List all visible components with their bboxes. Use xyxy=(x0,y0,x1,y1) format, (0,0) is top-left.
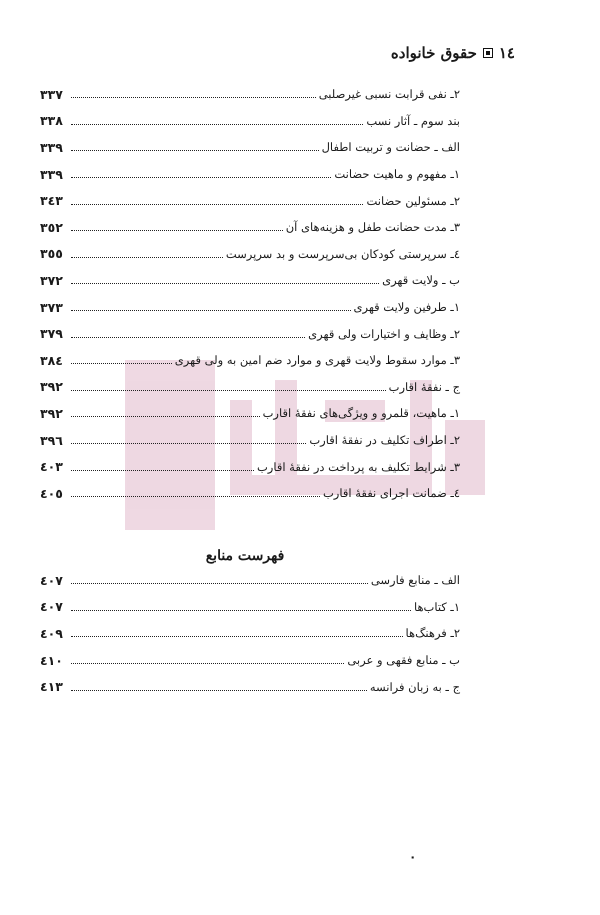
toc-entry-title: ٢ـ فرهنگ‌ها xyxy=(405,626,460,641)
toc-entry xyxy=(40,187,460,214)
toc-entry xyxy=(40,567,460,594)
toc-entry-title: ج ـ نفقهٔ اقارب xyxy=(388,379,460,394)
toc-entry-page: ٤٠٧ xyxy=(40,572,63,588)
dot-leader xyxy=(71,203,363,205)
toc-entry-title: ٣ـ مدت حضانت طفل و هزینه‌های آن xyxy=(285,220,460,235)
toc-entry-page: ٤١٠ xyxy=(40,652,63,668)
table-of-contents xyxy=(40,81,460,507)
toc-entry-page: ٣٣٨ xyxy=(40,113,63,129)
dot-leader xyxy=(71,582,368,584)
toc-entry-page: ٣٤٣ xyxy=(40,193,63,209)
toc-entry xyxy=(40,108,460,135)
dot-leader xyxy=(71,229,283,231)
toc-entry-page: ٣٩٦ xyxy=(40,432,63,448)
dot-leader xyxy=(71,96,316,98)
toc-entry xyxy=(40,453,460,480)
toc-entry-page: ٣٩٢ xyxy=(40,379,63,395)
toc-entry xyxy=(40,374,460,401)
dot-leader xyxy=(71,149,319,151)
toc-entry-title: ٢ـ مسئولین حضانت xyxy=(366,193,460,208)
toc-entry-title: ٣ـ موارد سقوط ولایت قهری و موارد ضم امین به ولی قهری xyxy=(174,353,460,368)
dot-leader xyxy=(71,609,411,611)
toc-entry xyxy=(40,673,460,700)
sources-contents xyxy=(40,567,460,700)
toc-entry-title: ٢ـ نفی قرابت نسبی غیرصلبی xyxy=(318,87,460,102)
toc-entry xyxy=(40,294,460,321)
toc-entry-page: ٣٥٥ xyxy=(40,246,63,262)
dot-leader xyxy=(71,662,344,664)
square-bullet-icon xyxy=(483,48,493,58)
toc-entry-page: ٣٧٢ xyxy=(40,272,63,288)
dot-leader xyxy=(71,469,254,471)
footer-mark: ٠ xyxy=(409,850,417,864)
toc-entry-title: ٤ـ سرپرستی کودکان بی‌سرپرست و بد سرپرست xyxy=(225,246,460,261)
toc-entry-page: ٤١٣ xyxy=(40,679,63,695)
toc-entry xyxy=(40,480,460,507)
toc-entry xyxy=(40,134,460,161)
toc-entry-title: ١ـ طرفین ولایت قهری xyxy=(353,300,460,315)
toc-entry-title: ١ـ ماهیت، قلمرو و ویژگی‌های نفقهٔ اقارب xyxy=(262,406,460,421)
page-number: ١٤ xyxy=(498,44,515,62)
sources-heading: فهرست منابع xyxy=(205,548,285,564)
book-title: حقوق خانواده xyxy=(390,44,477,62)
toc-entry-title: ب ـ ولایت قهری xyxy=(382,273,460,288)
dot-leader xyxy=(71,176,331,178)
toc-entry-page: ٣٥٢ xyxy=(40,219,63,235)
toc-entry-page: ٣٣٧ xyxy=(40,86,63,102)
toc-entry xyxy=(40,427,460,454)
toc-entry xyxy=(40,81,460,108)
dot-leader xyxy=(71,256,223,258)
toc-entry-title: ٢ـ وظایف و اختیارات ولی قهری xyxy=(308,326,460,341)
toc-entry xyxy=(40,214,460,241)
toc-entry-title: الف ـ منابع فارسی xyxy=(370,573,460,588)
toc-entry xyxy=(40,241,460,268)
toc-entry xyxy=(40,620,460,647)
toc-entry xyxy=(40,161,460,188)
toc-entry-title: ب ـ منابع فقهی و عربی xyxy=(347,653,460,668)
toc-entry-page: ٣٨٤ xyxy=(40,352,63,368)
toc-entry xyxy=(40,400,460,427)
toc-entry-page: ٤٠٣ xyxy=(40,459,63,475)
dot-leader xyxy=(71,389,386,391)
dot-leader xyxy=(71,336,305,338)
toc-entry-page: ٣٩٢ xyxy=(40,405,63,421)
dot-leader xyxy=(71,442,306,444)
dot-leader xyxy=(71,123,363,125)
toc-entry xyxy=(40,347,460,374)
dot-leader xyxy=(71,415,260,417)
toc-entry-page: ٣٣٩ xyxy=(40,166,63,182)
toc-entry-title: ٢ـ اطراف تکلیف در نفقهٔ اقارب xyxy=(309,433,460,448)
toc-entry xyxy=(40,320,460,347)
dot-leader xyxy=(71,635,403,637)
toc-entry-title: ١ـ مفهوم و ماهیت حضانت xyxy=(334,167,460,182)
dot-leader xyxy=(71,309,351,311)
toc-entry-page: ٣٧٣ xyxy=(40,299,63,315)
toc-entry-page: ٣٧٩ xyxy=(40,326,63,342)
toc-entry-title: ٣ـ شرایط تکلیف به پرداخت در نفقهٔ اقارب xyxy=(256,459,460,474)
toc-entry-title: ٤ـ ضمانت اجرای نفقهٔ اقارب xyxy=(322,486,460,501)
toc-entry xyxy=(40,594,460,621)
toc-entry xyxy=(40,647,460,674)
toc-entry-title: ١ـ کتاب‌ها xyxy=(413,599,460,614)
toc-entry-page: ٤٠٧ xyxy=(40,599,63,615)
dot-leader xyxy=(71,689,367,691)
toc-entry-title: ج ـ به زبان فرانسه xyxy=(369,679,460,694)
toc-entry-title: الف ـ حضانت و تربیت اطفال xyxy=(321,140,460,155)
dot-leader xyxy=(71,495,320,497)
dot-leader xyxy=(71,282,379,284)
toc-entry-page: ٤٠٩ xyxy=(40,625,63,641)
toc-entry xyxy=(40,267,460,294)
toc-entry-title: بند سوم ـ آثار نسب xyxy=(366,113,460,128)
page-header xyxy=(391,44,515,62)
toc-entry-page: ٤٠٥ xyxy=(40,485,63,501)
dot-leader xyxy=(71,362,172,364)
toc-entry-page: ٣٣٩ xyxy=(40,139,63,155)
